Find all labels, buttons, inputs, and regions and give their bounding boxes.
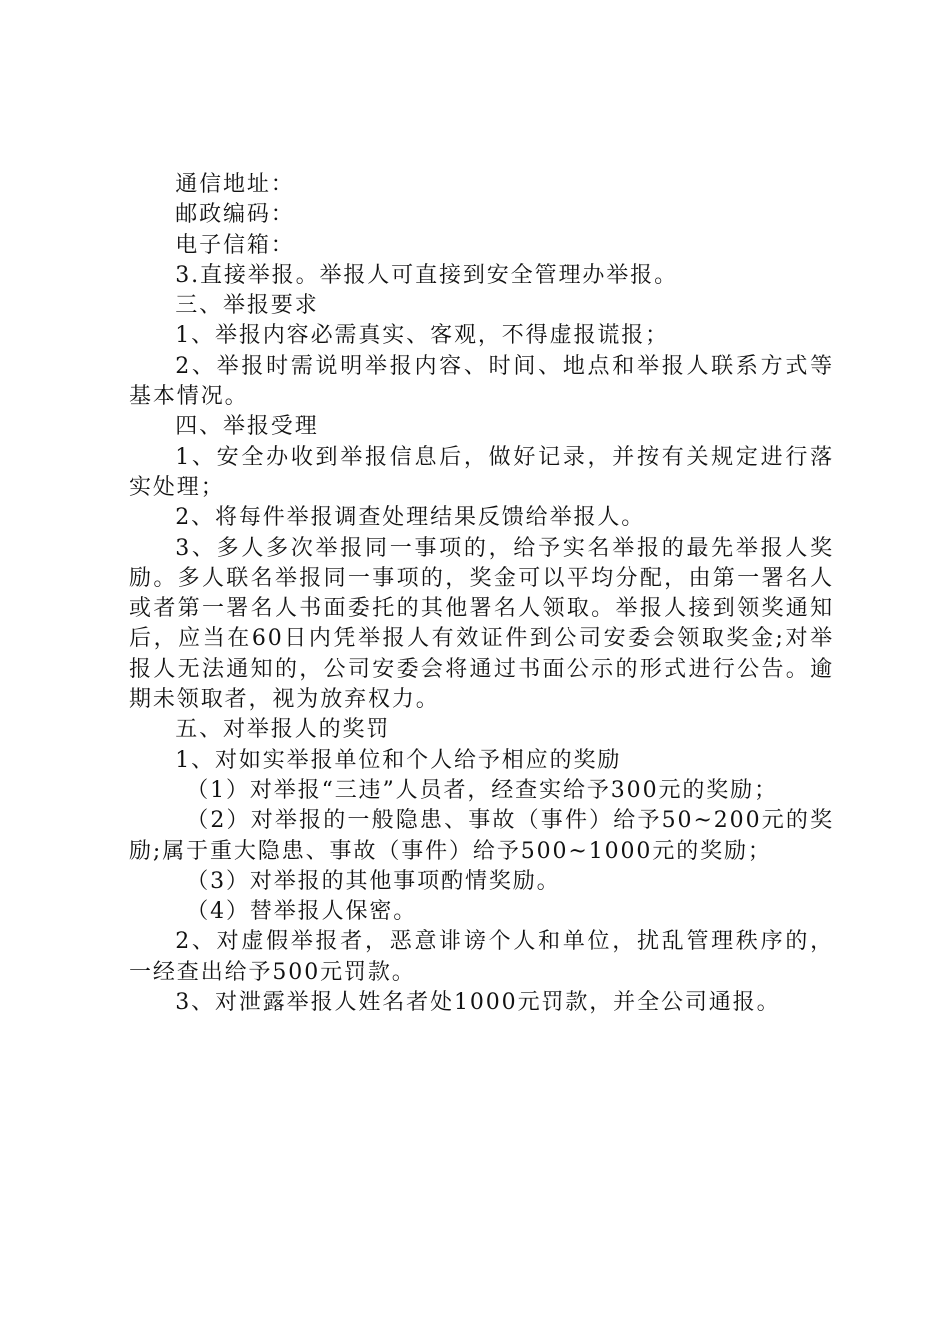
acceptance-item-2: 2、将每件举报调查处理结果反馈给举报人。 <box>175 505 646 531</box>
penalty-item-3: 3、对泄露举报人姓名者处1000元罚款，并全公司通报。 <box>175 990 781 1016</box>
section-heading-rewards-penalties: 五、对举报人的奖罚 <box>175 717 391 743</box>
requirement-item-1: 1、举报内容必需真实、客观，不得虚报谎报； <box>175 323 670 349</box>
acceptance-item-1: 1、安全办收到举报信息后，做好记录，并按有关规定进行落实处理； <box>129 444 834 500</box>
direct-report-paragraph: 3.直接举报。举报人可直接到安全管理办举报。 <box>175 262 678 288</box>
reward-subitem-4: （4）替举报人保密。 <box>186 899 418 925</box>
section-heading-acceptance: 四、举报受理 <box>175 414 319 440</box>
address-label: 通信地址： <box>175 172 295 197</box>
reward-subitem-2: （2）对举报的一般隐患、事故（事件）给予50~200元的奖励;属于重大隐患、事故（事件）给予500~1000元的奖励； <box>129 808 834 864</box>
postal-code-label: 邮政编码： <box>175 202 295 228</box>
reward-subitem-1: （1）对举报“三违”人员者，经查实给予300元的奖励； <box>186 777 778 803</box>
reward-item-1: 1、对如实举报单位和个人给予相应的奖励 <box>175 747 622 773</box>
acceptance-item-3: 3、多人多次举报同一事项的，给予实名举报的最先举报人奖励。多人联名举报同一事项的，奖金可以平均分配，由第一署名人或者第一署名人书面委托的其他署名人领取。举报人接到领奖通知后，应当在60日内凭举报人有效证件到公司安委会领取奖金;对举报人无法通知的，公司安委会将通过书面公示的形式进行公告。逾期未领取者，视为放弃权力。 <box>129 535 834 713</box>
reward-subitem-3: （3）对举报的其他事项酌情奖励。 <box>186 868 561 894</box>
requirement-item-2: 2、举报时需说明举报内容、时间、地点和举报人联系方式等基本情况。 <box>129 353 834 410</box>
document-body <box>129 170 834 1018</box>
penalty-item-2: 2、对虚假举报者，恶意诽谤个人和单位，扰乱管理秩序的，一经查出给予500元罚款。 <box>129 929 834 985</box>
email-label: 电子信箱： <box>175 232 295 258</box>
section-heading-requirements: 三、举报要求 <box>175 293 319 319</box>
